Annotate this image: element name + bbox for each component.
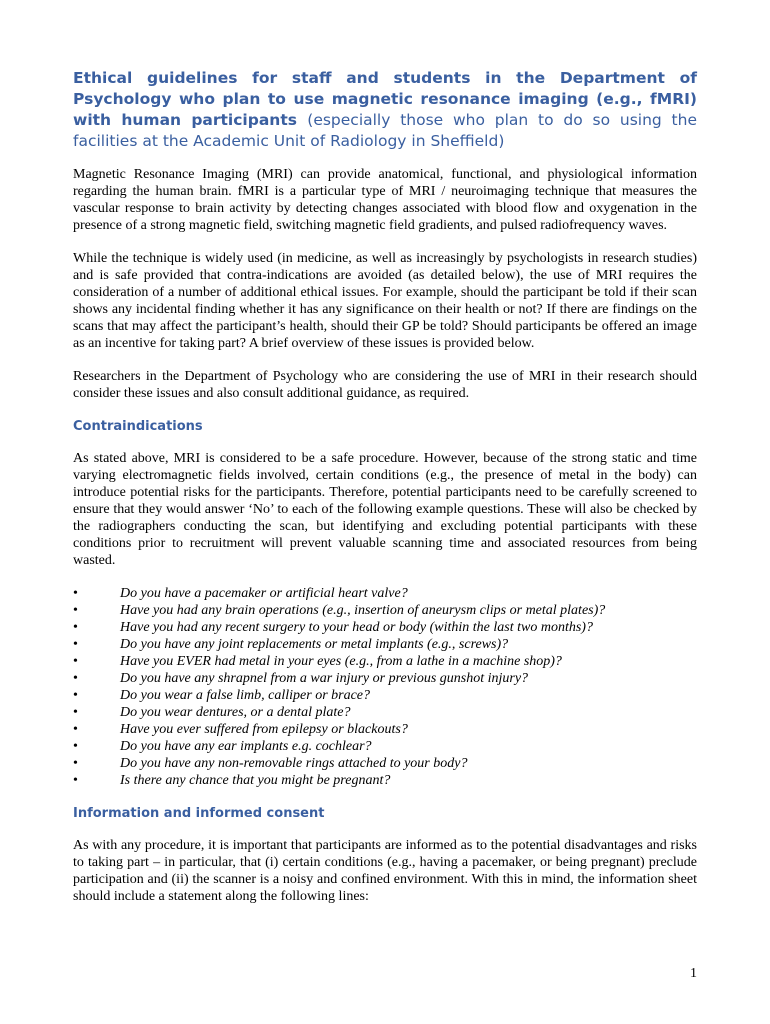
list-item [73,721,697,738]
list-item [73,772,697,789]
document-title [73,68,697,152]
bullet-icon: • [73,722,78,737]
title-subtitle: (especially those who plan to do so using the facilities at the Academic Unit of Radiology in Sheffield) [73,111,697,150]
bullet-icon: • [73,603,78,618]
bullet-icon: • [73,671,78,686]
contraindications-heading: Contraindications [73,419,203,434]
question-text: Have you had any recent surgery to your head or body (within the last two months)? [120,620,593,635]
bullet-icon: • [73,586,78,601]
list-item [73,704,697,721]
bullet-icon: • [73,654,78,669]
contraindications-paragraph: As stated above, MRI is considered to be a safe procedure. However, because of the strong static and time varying electromagnetic fields involved, certain conditions (e.g., the presence of metal in the body) can introduce potential risks for the participants. Therefore, potential participants need to be carefully screened to ensure that they would answer ‘No’ to each of the following example questions. These will also be checked by the radiographers conducting the scan, but identifying and excluding potential participants with these conditions prior to recruitment will prevent valuable scanning time and associated resources from being wasted. [73,451,697,568]
question-text: Do you have any ear implants e.g. cochlear? [120,739,372,754]
list-item [73,636,697,653]
question-text: Have you ever suffered from epilepsy or blackouts? [120,722,408,737]
title-main: Ethical guidelines for staff and students in the Department of Psychology who plan to use magnetic resonance imaging (e.g., fMRI) with human participants [73,69,697,129]
consent-heading: Information and informed consent [73,806,325,821]
screening-question-list [73,585,697,789]
list-item [73,585,697,602]
question-text: Have you had any brain operations (e.g., insertion of aneurysm clips or metal plates)? [120,603,606,618]
list-item [73,619,697,636]
list-item [73,687,697,704]
question-text: Is there any chance that you might be pregnant? [120,773,391,788]
bullet-icon: • [73,756,78,771]
question-text: Do you wear a false limb, calliper or brace? [120,688,371,703]
bullet-icon: • [73,688,78,703]
list-item [73,755,697,772]
question-text: Do you have any joint replacements or metal implants (e.g., screws)? [120,637,509,652]
page-content [73,68,697,921]
question-text: Do you have any non-removable rings attached to your body? [120,756,468,771]
bullet-icon: • [73,637,78,652]
list-item [73,670,697,687]
list-item [73,653,697,670]
list-item [73,602,697,619]
bullet-icon: • [73,739,78,754]
question-text: Have you EVER had metal in your eyes (e.g., from a lathe in a machine shop)? [120,654,562,669]
intro-paragraph-3: Researchers in the Department of Psychology who are considering the use of MRI in their research should consider these issues and also consult additional guidance, as required. [73,369,697,401]
consent-paragraph: As with any procedure, it is important that participants are informed as to the potential disadvantages and risks to taking part – in particular, that (i) certain conditions (e.g., having a pacemaker, or being pregnant) preclude participation and (ii) the scanner is a noisy and confined environment. With this in mind, the information sheet should include a statement along the following lines: [73,838,697,904]
bullet-icon: • [73,705,78,720]
question-text: Do you wear dentures, or a dental plate? [120,705,351,720]
list-item [73,738,697,755]
question-text: Do you have any shrapnel from a war injury or previous gunshot injury? [120,671,529,686]
intro-paragraph-1: Magnetic Resonance Imaging (MRI) can provide anatomical, functional, and physiological information regarding the human brain. fMRI is a particular type of MRI / neuroimaging technique that measures the vascular response to brain activity by detecting changes associated with blood flow and oxygenation in the presence of a strong magnetic field, switching magnetic field gradients, and pulsed radiofrequency waves. [73,167,697,233]
bullet-icon: • [73,773,78,788]
question-text: Do you have a pacemaker or artificial heart valve? [120,586,408,601]
page-number: 1 [690,966,697,981]
intro-paragraph-2: While the technique is widely used (in medicine, as well as increasingly by psychologists in research studies) and is safe provided that contra-indications are avoided (as detailed below), the use of MRI requires the consideration of a number of additional ethical issues. For example, should the participant be told if their scan shows any incidental finding whether it has any significance on their health or not? If there are findings on the scans that may affect the participant’s health, should their GP be told? Should participants be offered an image as an incentive for taking part? A brief overview of these issues is provided below. [73,251,697,351]
bullet-icon: • [73,620,78,635]
